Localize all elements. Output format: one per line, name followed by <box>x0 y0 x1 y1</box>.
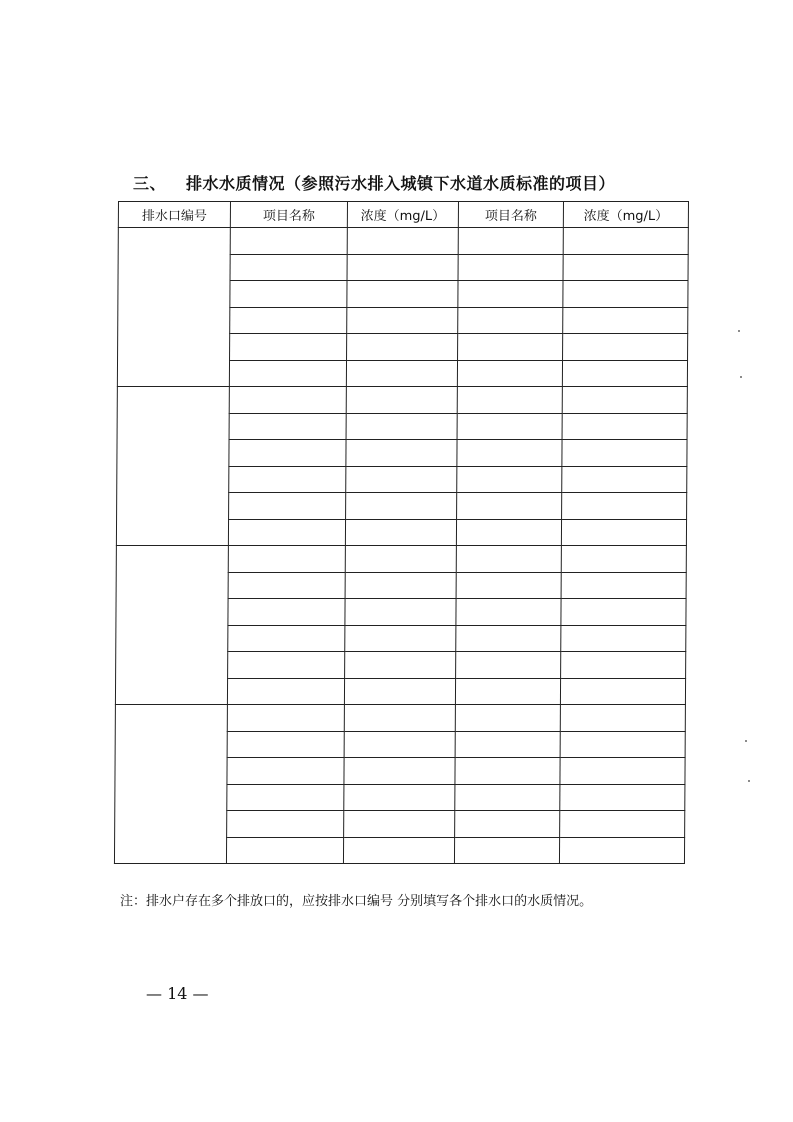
item-name-cell[interactable] <box>455 811 560 838</box>
item-name-cell[interactable] <box>228 599 345 626</box>
item-name-cell[interactable] <box>457 387 562 414</box>
item-name-cell[interactable] <box>458 254 563 281</box>
concentration-cell[interactable] <box>346 466 457 493</box>
concentration-cell[interactable] <box>344 784 455 811</box>
header-item-name-1: 项目名称 <box>230 202 347 228</box>
concentration-cell[interactable] <box>560 731 685 758</box>
concentration-cell[interactable] <box>347 307 458 334</box>
item-name-cell[interactable] <box>227 731 344 758</box>
concentration-cell[interactable] <box>347 281 458 308</box>
scan-speck <box>745 740 747 742</box>
item-name-cell[interactable] <box>455 758 560 785</box>
concentration-cell[interactable] <box>562 493 687 520</box>
item-name-cell[interactable] <box>230 281 347 308</box>
item-name-cell[interactable] <box>227 678 344 705</box>
table-body <box>114 228 688 864</box>
header-concentration-2: 浓度（mg/L） <box>563 202 688 228</box>
scan-speck <box>748 780 750 782</box>
item-name-cell[interactable] <box>228 652 345 679</box>
item-name-cell[interactable] <box>455 731 560 758</box>
item-name-cell[interactable] <box>226 837 343 864</box>
item-name-cell[interactable] <box>457 413 562 440</box>
concentration-cell[interactable] <box>560 678 685 705</box>
concentration-cell[interactable] <box>345 519 456 546</box>
item-name-cell[interactable] <box>456 625 561 652</box>
concentration-cell[interactable] <box>562 413 687 440</box>
item-name-cell[interactable] <box>227 811 344 838</box>
item-name-cell[interactable] <box>456 572 561 599</box>
concentration-cell[interactable] <box>562 466 687 493</box>
item-name-cell[interactable] <box>228 546 345 573</box>
concentration-cell[interactable] <box>561 625 686 652</box>
concentration-cell[interactable] <box>560 784 685 811</box>
concentration-cell[interactable] <box>560 811 685 838</box>
item-name-cell[interactable] <box>229 440 346 467</box>
concentration-cell[interactable] <box>347 334 458 361</box>
item-name-cell[interactable] <box>457 493 562 520</box>
table-header-row <box>118 202 688 228</box>
item-name-cell[interactable] <box>456 546 561 573</box>
outlet-number-cell[interactable] <box>117 228 230 387</box>
outlet-number-cell[interactable] <box>114 705 227 864</box>
item-name-cell[interactable] <box>229 413 346 440</box>
item-name-cell[interactable] <box>454 837 559 864</box>
concentration-cell[interactable] <box>562 360 687 387</box>
item-name-cell[interactable] <box>457 466 562 493</box>
table-row <box>116 546 686 573</box>
water-quality-table <box>114 201 689 864</box>
header-outlet-number: 排水口编号 <box>118 202 230 228</box>
item-name-cell[interactable] <box>228 519 345 546</box>
item-name-cell[interactable] <box>228 572 345 599</box>
table-row <box>117 387 687 414</box>
item-name-cell[interactable] <box>229 493 346 520</box>
item-name-cell[interactable] <box>456 519 561 546</box>
concentration-cell[interactable] <box>560 758 685 785</box>
page-number: — 14 — <box>146 984 209 1003</box>
item-name-cell[interactable] <box>456 652 561 679</box>
outlet-number-cell[interactable] <box>115 546 228 705</box>
concentration-cell[interactable] <box>344 811 455 838</box>
concentration-cell[interactable] <box>561 519 686 546</box>
concentration-cell[interactable] <box>561 652 686 679</box>
concentration-cell[interactable] <box>561 572 686 599</box>
concentration-cell[interactable] <box>562 387 687 414</box>
concentration-cell[interactable] <box>563 254 688 281</box>
item-name-cell[interactable] <box>456 599 561 626</box>
item-name-cell[interactable] <box>230 334 347 361</box>
item-name-cell[interactable] <box>228 625 345 652</box>
item-name-cell[interactable] <box>229 466 346 493</box>
item-name-cell[interactable] <box>229 360 346 387</box>
item-name-cell[interactable] <box>458 281 563 308</box>
concentration-cell[interactable] <box>344 731 455 758</box>
concentration-cell[interactable] <box>344 758 455 785</box>
scan-speck <box>738 330 740 332</box>
concentration-cell[interactable] <box>343 837 454 864</box>
section-number: 三、 <box>133 174 167 193</box>
concentration-cell[interactable] <box>561 546 686 573</box>
scan-speck <box>740 376 742 378</box>
item-name-cell[interactable] <box>229 387 346 414</box>
concentration-cell[interactable] <box>560 705 685 732</box>
item-name-cell[interactable] <box>458 228 563 255</box>
concentration-cell[interactable] <box>563 334 688 361</box>
item-name-cell[interactable] <box>227 784 344 811</box>
concentration-cell[interactable] <box>563 228 688 255</box>
concentration-cell[interactable] <box>346 493 457 520</box>
concentration-cell[interactable] <box>346 440 457 467</box>
concentration-cell[interactable] <box>344 705 455 732</box>
item-name-cell[interactable] <box>457 440 562 467</box>
concentration-cell[interactable] <box>345 625 456 652</box>
header-item-name-2: 项目名称 <box>458 202 563 228</box>
section-heading: 排水水质情况（参照污水排入城镇下水道水质标准的项目） <box>186 174 616 193</box>
item-name-cell[interactable] <box>227 758 344 785</box>
item-name-cell[interactable] <box>458 334 563 361</box>
section-title <box>133 171 615 194</box>
concentration-cell[interactable] <box>344 678 455 705</box>
item-name-cell[interactable] <box>230 228 347 255</box>
item-name-cell[interactable] <box>230 254 347 281</box>
table-row <box>115 705 685 732</box>
concentration-cell[interactable] <box>346 413 457 440</box>
concentration-cell[interactable] <box>346 360 457 387</box>
outlet-number-cell[interactable] <box>116 387 229 546</box>
item-name-cell[interactable] <box>455 705 560 732</box>
concentration-cell[interactable] <box>563 281 688 308</box>
concentration-cell[interactable] <box>347 228 458 255</box>
concentration-cell[interactable] <box>345 572 456 599</box>
concentration-cell[interactable] <box>347 254 458 281</box>
item-name-cell[interactable] <box>455 784 560 811</box>
item-name-cell[interactable] <box>458 307 563 334</box>
concentration-cell[interactable] <box>559 837 684 864</box>
concentration-cell[interactable] <box>345 546 456 573</box>
header-concentration-1: 浓度（mg/L） <box>347 202 458 228</box>
concentration-cell[interactable] <box>562 440 687 467</box>
concentration-cell[interactable] <box>345 599 456 626</box>
concentration-cell[interactable] <box>345 652 456 679</box>
item-name-cell[interactable] <box>230 307 347 334</box>
concentration-cell[interactable] <box>346 387 457 414</box>
item-name-cell[interactable] <box>227 705 344 732</box>
item-name-cell[interactable] <box>455 678 560 705</box>
table-row <box>118 228 688 255</box>
concentration-cell[interactable] <box>561 599 686 626</box>
concentration-cell[interactable] <box>563 307 688 334</box>
table-note: 注：排水户存在多个排放口的，应按排水口编号 分别填写各个排水口的水质情况。 <box>120 894 593 909</box>
item-name-cell[interactable] <box>457 360 562 387</box>
